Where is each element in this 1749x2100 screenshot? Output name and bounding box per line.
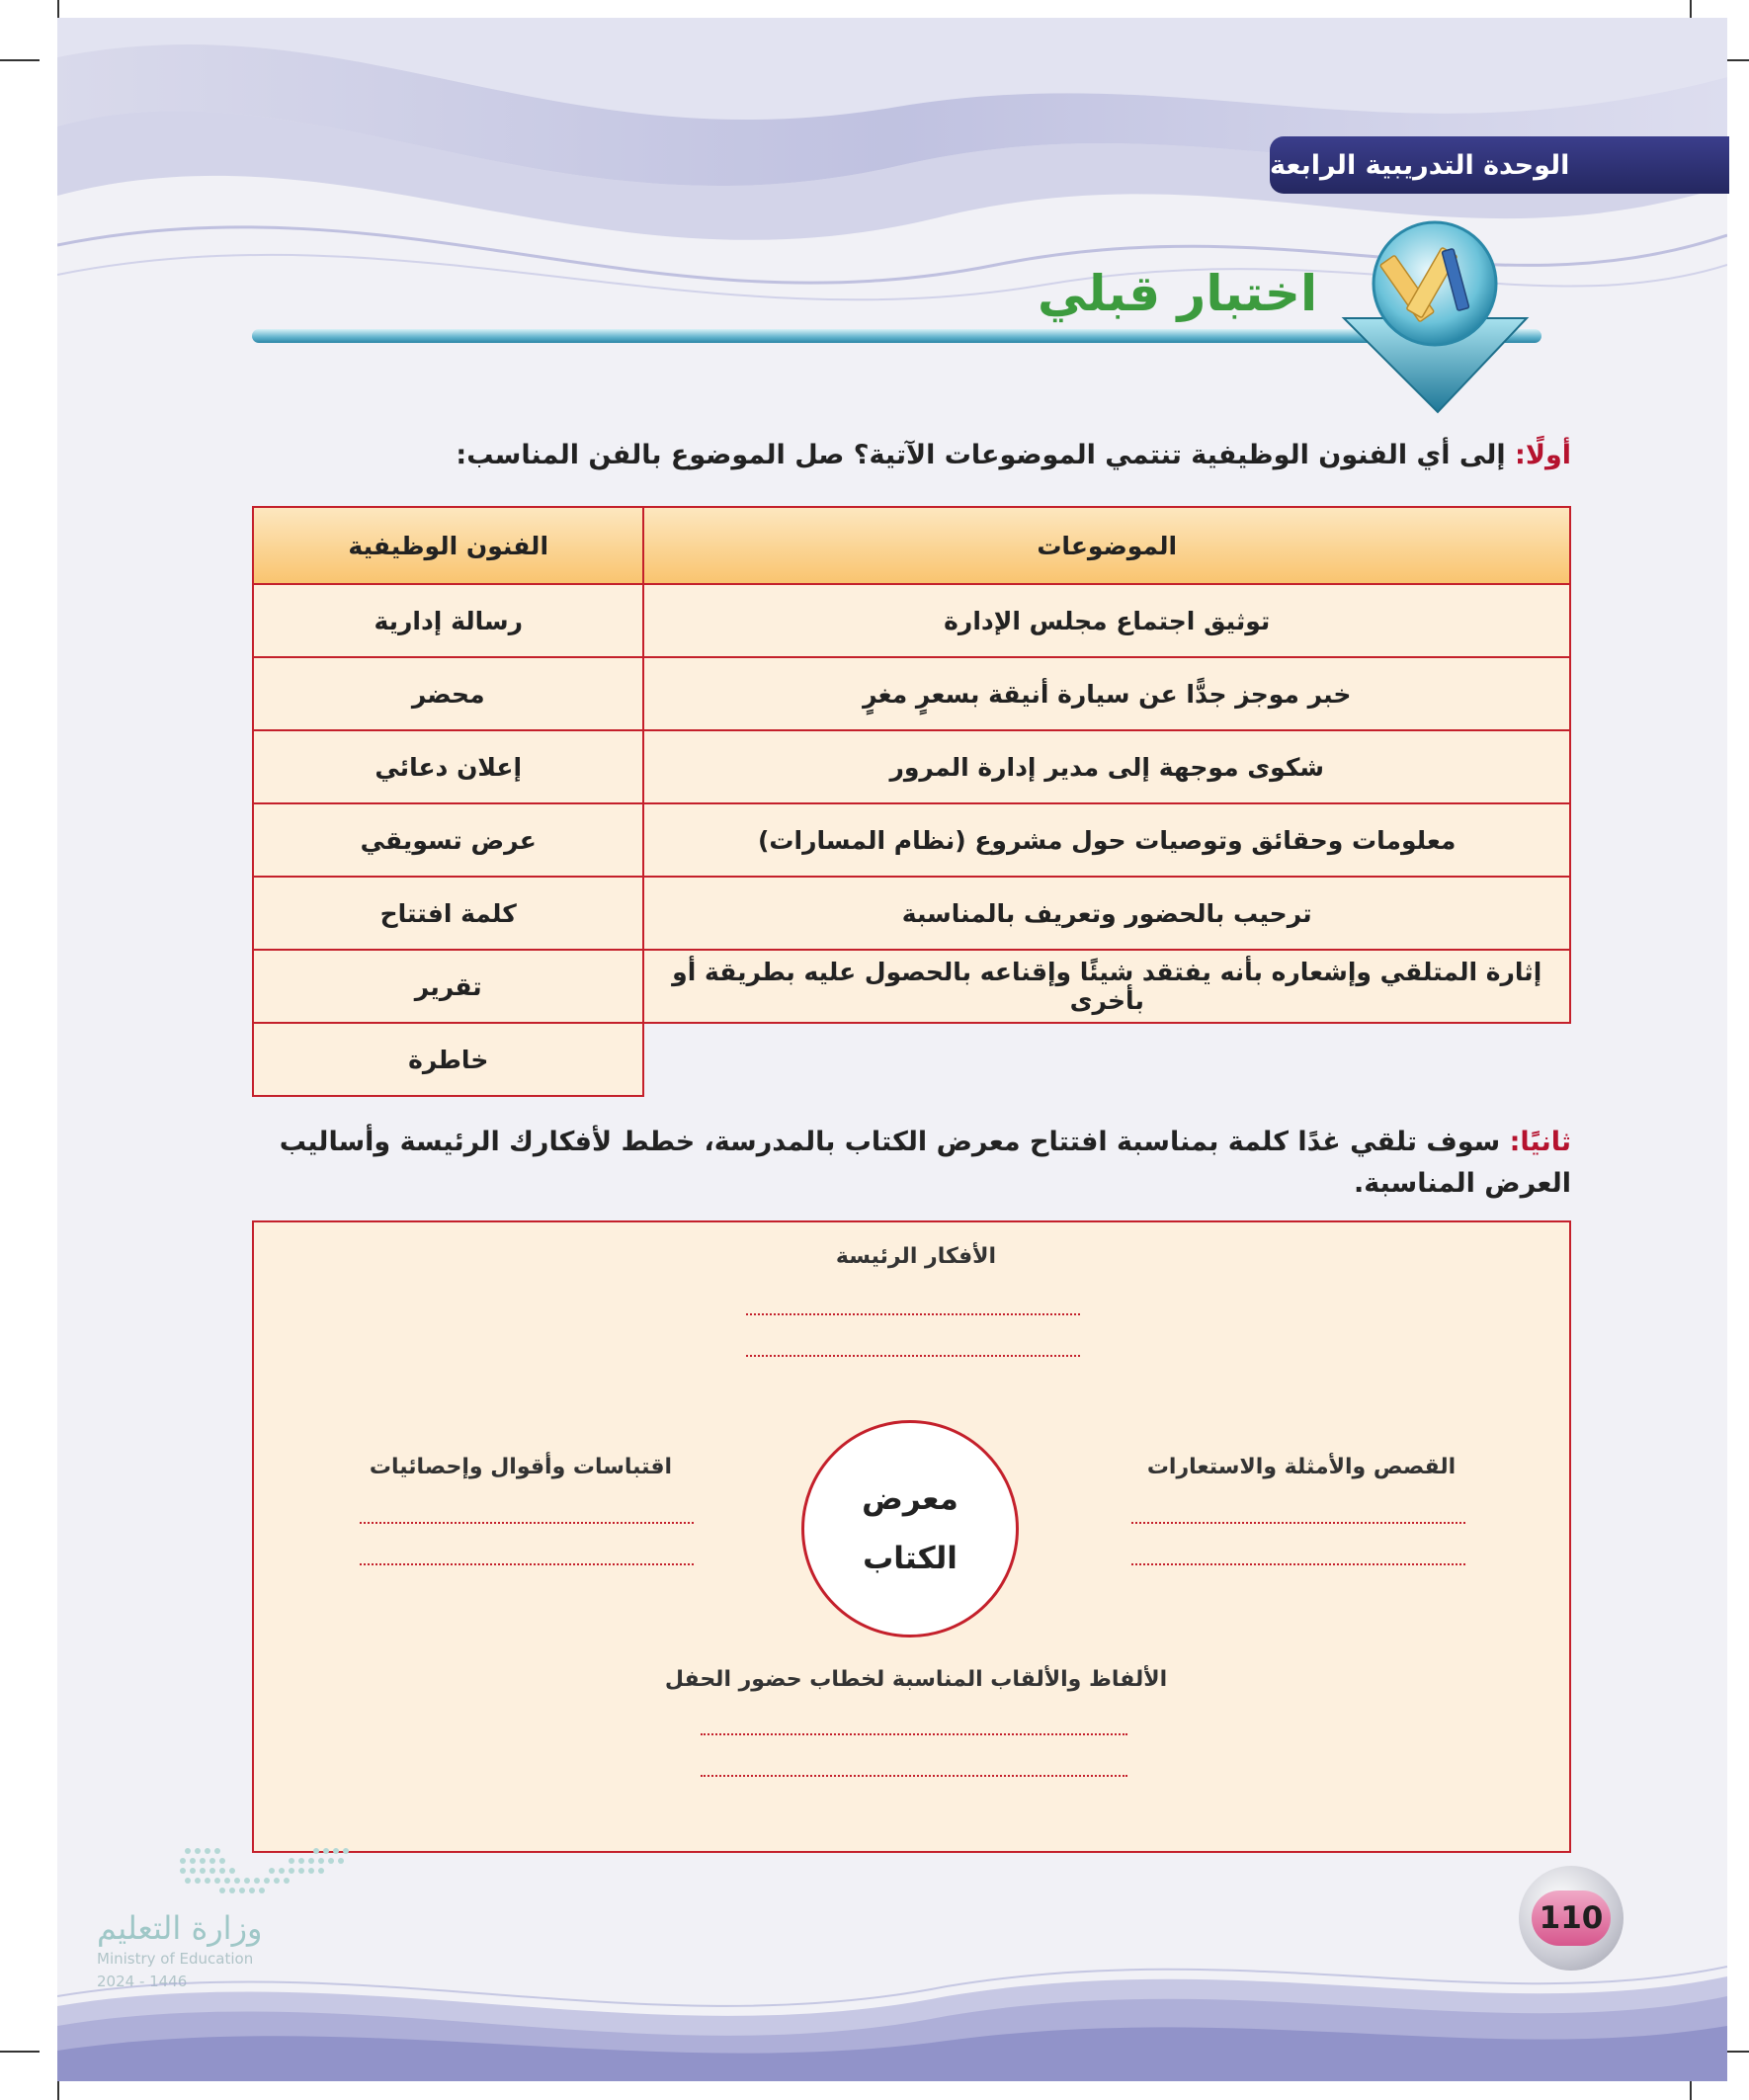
header-topics: الموضوعات (643, 507, 1570, 584)
vocabulary-line-2[interactable] (701, 1775, 1127, 1777)
header-arts: الفنون الوظيفية (253, 507, 643, 584)
art-cell[interactable]: تقرير (253, 950, 643, 1023)
stories-line-2[interactable] (1131, 1563, 1465, 1565)
stories-label: القصص والأمثلة والاستعارات (1146, 1455, 1457, 1479)
topic-cell[interactable]: توثيق اجتماع مجلس الإدارة (643, 584, 1570, 657)
table-row (253, 1023, 1570, 1096)
table-row (253, 730, 1570, 803)
topic-cell-empty (643, 1023, 1570, 1096)
main-ideas-line-1[interactable] (746, 1313, 1080, 1315)
art-cell[interactable]: عرض تسويقي (253, 803, 643, 877)
vocabulary-label: الألفاظ والألقاب المناسبة لخطاب حضور الحفل (664, 1667, 1168, 1692)
topic-cell[interactable]: إثارة المتلقي وإشعاره بأنه يفتقد شيئًا وإقناعه بالحصول عليه بطريقة أو بأخرى (643, 950, 1570, 1023)
decorative-wave-bottom (57, 1937, 1727, 2081)
question-one-text: إلى أي الفنون الوظيفية تنتمي الموضوعات الآتية؟ صل الموضوع بالفن المناسب: (456, 440, 1506, 470)
stories-line-1[interactable] (1131, 1522, 1465, 1524)
unit-banner (1270, 136, 1729, 194)
question-one-label: أولًا: (1515, 440, 1571, 470)
topic-cell[interactable]: شكوى موجهة إلى مدير إدارة المرور (643, 730, 1570, 803)
art-cell[interactable]: إعلان دعائي (253, 730, 643, 803)
section-title: اختبار قبلي (1038, 265, 1318, 322)
table-header-row (253, 507, 1570, 584)
topic-cell[interactable]: ترحيب بالحضور وتعريف بالمناسبة (643, 877, 1570, 950)
table-row (253, 803, 1570, 877)
ministry-name-en: Ministry of Education (97, 1950, 254, 1968)
page-number: 110 (1532, 1890, 1611, 1946)
crop-mark (0, 59, 40, 61)
table-row (253, 877, 1570, 950)
table-row (253, 657, 1570, 730)
topic-cell[interactable]: معلومات وحقائق وتوصيات حول مشروع (نظام المسارات) (643, 803, 1570, 877)
question-two (247, 1122, 1571, 1205)
question-two-label: ثانيًا: (1509, 1127, 1571, 1157)
question-two-text: سوف تلقي غدًا كلمة بمناسبة افتتاح معرض الكتاب بالمدرسة، خطط لأفكارك الرئيسة وأساليب العرض المناسبة. (279, 1127, 1571, 1199)
ruler-pencil-icon (1329, 219, 1541, 417)
crop-mark (0, 2051, 40, 2053)
main-ideas-label: الأفكار الرئيسة (835, 1244, 997, 1269)
art-cell[interactable]: رسالة إدارية (253, 584, 643, 657)
quotes-line-2[interactable] (360, 1563, 694, 1565)
planning-diagram (252, 1220, 1571, 1853)
center-line-2: الكتاب (863, 1541, 958, 1576)
table-row (253, 584, 1570, 657)
art-cell[interactable]: خاطرة (253, 1023, 643, 1096)
vocabulary-line-1[interactable] (701, 1733, 1127, 1735)
art-cell[interactable]: محضر (253, 657, 643, 730)
unit-title: الوحدة التدريبية الرابعة (1270, 149, 1570, 181)
center-topic-circle (801, 1420, 1019, 1638)
quotes-line-1[interactable] (360, 1522, 694, 1524)
art-cell[interactable]: كلمة افتتاح (253, 877, 643, 950)
ministry-year: 2024 - 1446 (97, 1973, 188, 1990)
main-ideas-line-2[interactable] (746, 1355, 1080, 1357)
center-line-1: معرض (862, 1481, 958, 1517)
question-one (247, 440, 1571, 470)
page-number-badge (1519, 1866, 1624, 1971)
quotes-label: اقتباسات وأقوال وإحصائيات (369, 1455, 673, 1479)
matching-table (252, 506, 1571, 1097)
table-row (253, 950, 1570, 1023)
topic-cell[interactable]: خبر موجز جدًّا عن سيارة أنيقة بسعرٍ مغرٍ (643, 657, 1570, 730)
ministry-name-ar: وزارة التعليم (97, 1909, 263, 1947)
